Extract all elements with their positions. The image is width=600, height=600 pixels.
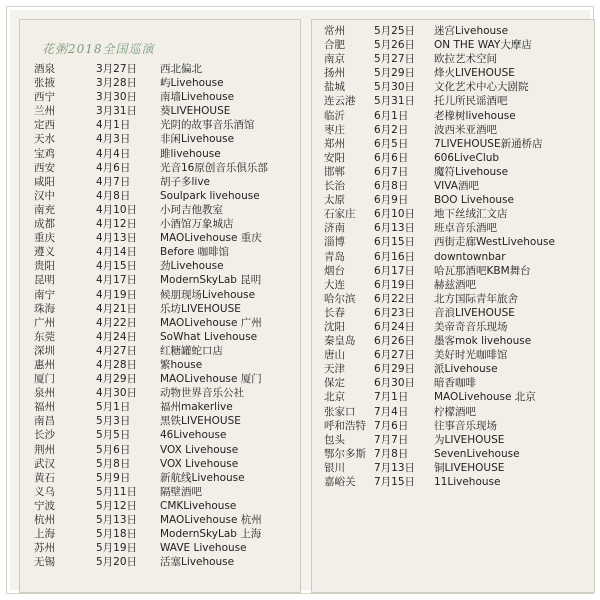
tour-venue: 美帝奇音乐现场 xyxy=(434,320,508,333)
tour-row xyxy=(20,259,300,273)
tour-date: 5月11日 xyxy=(96,485,138,498)
tour-venue: 魔符Livehouse xyxy=(434,165,509,178)
tour-date: 4月24日 xyxy=(96,330,138,343)
tour-date: 4月1日 xyxy=(96,119,131,132)
tour-row xyxy=(20,358,300,372)
tour-venue: 福州makerlive xyxy=(160,401,233,414)
tour-venue: 7LIVEHOUSE新通桥店 xyxy=(434,137,543,150)
tour-venue: VOX Livehouse xyxy=(160,457,239,470)
tour-venue: 烽火LIVEHOUSE xyxy=(434,67,515,80)
tour-date: 6月16日 xyxy=(374,250,416,263)
tour-city: 鄂尔多斯 xyxy=(324,447,366,460)
tour-venue: 美好时光咖啡馆 xyxy=(434,349,508,362)
tour-row xyxy=(312,123,594,137)
tour-date: 7月15日 xyxy=(374,476,416,488)
tour-row xyxy=(20,118,300,132)
tour-city: 酒泉 xyxy=(34,63,55,75)
tour-city: 青岛 xyxy=(324,250,345,263)
tour-date: 5月1日 xyxy=(96,401,131,414)
tour-city: 安阳 xyxy=(324,151,345,164)
tour-panel-right xyxy=(311,19,595,593)
tour-date: 4月4日 xyxy=(96,147,131,160)
tour-venue: MAOLivehouse 杭州 xyxy=(160,514,262,526)
tour-row xyxy=(312,52,594,66)
tour-city: 南昌 xyxy=(34,415,55,428)
tour-row xyxy=(20,316,300,330)
tour-row xyxy=(20,471,300,485)
tour-date: 5月18日 xyxy=(96,528,138,541)
tour-venue: 南墙Livehouse xyxy=(160,91,235,104)
tour-row xyxy=(20,527,300,541)
tour-date: 4月30日 xyxy=(96,387,138,400)
tour-city: 哈尔滨 xyxy=(324,292,356,305)
tour-venue: CMKLivehouse xyxy=(160,499,237,512)
tour-date: 4月28日 xyxy=(96,358,138,371)
tour-date: 5月5日 xyxy=(96,429,131,442)
tour-date: 6月7日 xyxy=(374,165,409,178)
tour-date: 5月6日 xyxy=(96,443,131,456)
tour-date: 6月5日 xyxy=(374,137,409,150)
tour-city: 淄博 xyxy=(324,236,345,249)
tour-row xyxy=(20,175,300,189)
tour-date: 4月13日 xyxy=(96,232,138,245)
tour-row xyxy=(20,104,300,118)
tour-venue: 隔壁酒吧 xyxy=(160,485,202,498)
tour-row xyxy=(312,235,594,249)
tour-city: 定西 xyxy=(34,119,55,132)
tour-row xyxy=(312,475,594,489)
tour-row xyxy=(20,76,300,90)
tour-venue: 光阴的故事音乐酒馆 xyxy=(160,119,255,132)
tour-city: 长春 xyxy=(324,306,345,319)
tour-city: 保定 xyxy=(324,377,345,390)
tour-row xyxy=(312,419,594,433)
tour-panel-left xyxy=(19,19,301,593)
tour-row xyxy=(312,165,594,179)
tour-row xyxy=(20,457,300,471)
tour-city: 上海 xyxy=(34,528,55,541)
tour-date: 4月12日 xyxy=(96,218,138,231)
tour-city: 珠海 xyxy=(34,302,55,315)
tour-date: 6月27日 xyxy=(374,349,416,362)
tour-date: 5月29日 xyxy=(374,67,416,80)
tour-date: 6月9日 xyxy=(374,194,409,207)
tour-city: 嘉峪关 xyxy=(324,476,356,488)
tour-city: 唐山 xyxy=(324,349,345,362)
tour-city: 扬州 xyxy=(324,67,345,80)
tour-date: 3月28日 xyxy=(96,77,138,90)
tour-venue: 赫兹酒吧 xyxy=(434,278,476,291)
tour-row xyxy=(20,400,300,414)
tour-date: 5月25日 xyxy=(374,25,416,37)
tour-venue: 迷宫Livehouse xyxy=(434,25,509,37)
tour-city: 贵阳 xyxy=(34,260,55,273)
tour-venue: 新航线Livehouse xyxy=(160,471,245,484)
tour-row xyxy=(312,362,594,376)
tour-city: 无锡 xyxy=(34,556,55,569)
tour-venue: 西北偏北 xyxy=(160,63,202,75)
tour-row xyxy=(20,245,300,259)
tour-city: 荆州 xyxy=(34,443,55,456)
tour-city: 苏州 xyxy=(34,542,55,555)
tour-city: 邯郸 xyxy=(324,165,345,178)
tour-city: 南宁 xyxy=(34,288,55,301)
tour-row xyxy=(312,151,594,165)
tour-date: 4月3日 xyxy=(96,133,131,146)
tour-venue: BOO Livehouse xyxy=(434,194,514,207)
tour-city: 张掖 xyxy=(34,77,55,90)
tour-row xyxy=(20,203,300,217)
tour-date: 6月8日 xyxy=(374,180,409,193)
tour-venue: VOX Livehouse xyxy=(160,443,239,456)
tour-row xyxy=(20,372,300,386)
tour-city: 张家口 xyxy=(324,405,356,418)
tour-city: 银川 xyxy=(324,461,345,474)
tour-city: 长治 xyxy=(324,180,345,193)
tour-city: 秦皇岛 xyxy=(324,335,356,348)
tour-date: 6月23日 xyxy=(374,306,416,319)
tour-row xyxy=(312,207,594,221)
tour-date: 6月26日 xyxy=(374,335,416,348)
tour-city: 深圳 xyxy=(34,344,55,357)
tour-date: 5月9日 xyxy=(96,471,131,484)
tour-row xyxy=(20,161,300,175)
tour-city: 烟台 xyxy=(324,264,345,277)
tour-row xyxy=(20,288,300,302)
tour-list-left xyxy=(20,62,300,569)
tour-date: 5月13日 xyxy=(96,514,138,526)
tour-venue: MAOLivehouse 北京 xyxy=(434,391,536,404)
tour-city: 杭州 xyxy=(34,514,55,526)
tour-row xyxy=(312,306,594,320)
tour-venue: 红糖罐蛇口店 xyxy=(160,344,223,357)
tour-city: 西安 xyxy=(34,161,55,174)
tour-venue: 西街走廊WestLivehouse xyxy=(434,236,555,249)
tour-date: 7月4日 xyxy=(374,405,409,418)
tour-venue: 音浪LIVEHOUSE xyxy=(434,306,515,319)
tour-city: 连云港 xyxy=(324,95,356,108)
tour-date: 6月10日 xyxy=(374,208,416,221)
tour-row xyxy=(20,189,300,203)
tour-city: 泉州 xyxy=(34,387,55,400)
tour-row xyxy=(20,513,300,527)
poster-frame xyxy=(6,6,594,594)
tour-venue: 墨客mok livehouse xyxy=(434,335,532,348)
tour-row xyxy=(20,541,300,555)
tour-row xyxy=(20,499,300,513)
tour-city: 黄石 xyxy=(34,471,55,484)
tour-date: 4月15日 xyxy=(96,260,138,273)
tour-venue: 柠檬酒吧 xyxy=(434,405,476,418)
tour-venue: Soulpark livehouse xyxy=(160,189,260,202)
tour-date: 6月17日 xyxy=(374,264,416,277)
tour-venue: WAVE Livehouse xyxy=(160,542,247,555)
tour-row xyxy=(312,193,594,207)
tour-city: 昆明 xyxy=(34,274,55,287)
tour-date: 4月10日 xyxy=(96,203,138,216)
tour-date: 6月6日 xyxy=(374,151,409,164)
tour-city: 郑州 xyxy=(324,137,345,150)
tour-city: 沈阳 xyxy=(324,320,345,333)
tour-date: 6月29日 xyxy=(374,363,416,376)
tour-row xyxy=(312,376,594,390)
tour-city: 汉中 xyxy=(34,189,55,202)
tour-venue: MAOLivehouse 厦门 xyxy=(160,373,262,386)
tour-date: 5月26日 xyxy=(374,39,416,52)
tour-city: 呼和浩特 xyxy=(324,419,366,432)
tour-date: 3月30日 xyxy=(96,91,138,104)
tour-venue: 北方国际青年旅舍 xyxy=(434,292,518,305)
tour-venue: 光音16原创音乐俱乐部 xyxy=(160,161,268,174)
tour-venue: 班卓音乐酒吧 xyxy=(434,222,497,235)
tour-date: 7月13日 xyxy=(374,461,416,474)
tour-city: 临沂 xyxy=(324,109,345,122)
tour-row xyxy=(20,485,300,499)
tour-venue: 活塞Livehouse xyxy=(160,556,235,569)
tour-row xyxy=(312,334,594,348)
tour-date: 5月30日 xyxy=(374,81,416,94)
tour-venue: MAOLivehouse 广州 xyxy=(160,316,262,329)
tour-venue: 雎livehouse xyxy=(160,147,221,160)
tour-city: 遵义 xyxy=(34,246,55,259)
tour-row xyxy=(20,132,300,146)
tour-venue: 欧拉艺术空间 xyxy=(434,53,497,66)
tour-city: 常州 xyxy=(324,25,345,37)
tour-city: 包头 xyxy=(324,433,345,446)
tour-row xyxy=(20,231,300,245)
tour-date: 4月29日 xyxy=(96,373,138,386)
tour-venue: Before 咖啡馆 xyxy=(160,246,230,259)
tour-row xyxy=(312,405,594,419)
tour-date: 4月6日 xyxy=(96,161,131,174)
tour-venue: VIVA酒吧 xyxy=(434,180,479,193)
tour-row xyxy=(20,217,300,231)
tour-city: 太原 xyxy=(324,194,345,207)
tour-venue: 派Livehouse xyxy=(434,363,498,376)
tour-venue: 文化艺术中心大剧院 xyxy=(434,81,529,94)
tour-venue: 606LiveClub xyxy=(434,151,500,164)
tour-city: 义乌 xyxy=(34,485,55,498)
tour-row xyxy=(312,447,594,461)
tour-venue: ModernSkyLab 上海 xyxy=(160,528,262,541)
tour-date: 5月27日 xyxy=(374,53,416,66)
tour-city: 长沙 xyxy=(34,429,55,442)
tour-city: 成都 xyxy=(34,218,55,231)
tour-row xyxy=(312,137,594,151)
tour-city: 济南 xyxy=(324,222,345,235)
tour-city: 武汉 xyxy=(34,457,55,470)
tour-row xyxy=(312,461,594,475)
tour-date: 4月21日 xyxy=(96,302,138,315)
tour-venue: 小珂吉他教室 xyxy=(160,203,223,216)
tour-date: 5月8日 xyxy=(96,457,131,470)
tour-date: 7月1日 xyxy=(374,391,409,404)
tour-date: 4月14日 xyxy=(96,246,138,259)
tour-venue: 非闲Livehouse xyxy=(160,133,235,146)
tour-venue: downtownbar xyxy=(434,250,506,263)
tour-venue: ON THE WAY大摩店 xyxy=(434,39,532,52)
tour-row xyxy=(20,273,300,287)
tour-city: 福州 xyxy=(34,401,55,414)
tour-row xyxy=(20,90,300,104)
tour-venue: SoWhat Livehouse xyxy=(160,330,258,343)
tour-date: 6月24日 xyxy=(374,320,416,333)
tour-date: 5月3日 xyxy=(96,415,131,428)
tour-row xyxy=(20,147,300,161)
tour-city: 天水 xyxy=(34,133,55,146)
tour-date: 5月31日 xyxy=(374,95,416,108)
tour-date: 6月15日 xyxy=(374,236,416,249)
tour-row xyxy=(312,24,594,38)
tour-row xyxy=(312,264,594,278)
tour-date: 5月19日 xyxy=(96,542,138,555)
tour-date: 6月13日 xyxy=(374,222,416,235)
tour-city: 盐城 xyxy=(324,81,345,94)
tour-row xyxy=(20,344,300,358)
tour-date: 5月20日 xyxy=(96,556,138,569)
tour-row xyxy=(20,428,300,442)
tour-date: 7月8日 xyxy=(374,447,409,460)
tour-venue: MAOLivehouse 重庆 xyxy=(160,232,262,245)
tour-row xyxy=(20,386,300,400)
tour-row xyxy=(20,443,300,457)
tour-venue: 地下丝绒汇文店 xyxy=(434,208,508,221)
tour-date: 6月22日 xyxy=(374,292,416,305)
tour-row xyxy=(312,390,594,404)
tour-venue: 屿Livehouse xyxy=(160,77,224,90)
tour-venue: 黑铁LIVEHOUSE xyxy=(160,415,241,428)
tour-row xyxy=(20,414,300,428)
tour-row xyxy=(312,250,594,264)
tour-list-right xyxy=(312,24,594,489)
tour-city: 宝鸡 xyxy=(34,147,55,160)
tour-row xyxy=(20,330,300,344)
tour-date: 4月27日 xyxy=(96,344,138,357)
tour-city: 枣庄 xyxy=(324,123,345,136)
tour-venue: 铜LIVEHOUSE xyxy=(434,461,505,474)
tour-row xyxy=(312,433,594,447)
tour-row xyxy=(20,302,300,316)
tour-date: 6月1日 xyxy=(374,109,409,122)
tour-venue: SevenLivehouse xyxy=(434,447,520,460)
tour-venue: 乐坊LIVEHOUSE xyxy=(160,302,241,315)
tour-date: 7月6日 xyxy=(374,419,409,432)
tour-city: 广州 xyxy=(34,316,55,329)
tour-city: 厦门 xyxy=(34,373,55,386)
tour-venue: 46Livehouse xyxy=(160,429,227,442)
tour-date: 3月27日 xyxy=(96,63,138,75)
tour-city: 石家庄 xyxy=(324,208,356,221)
tour-row xyxy=(312,292,594,306)
tour-date: 7月7日 xyxy=(374,433,409,446)
tour-venue: 哈瓦那酒吧KBM舞台 xyxy=(434,264,531,277)
tour-row xyxy=(312,80,594,94)
tour-venue: 托儿所民谣酒吧 xyxy=(434,95,508,108)
tour-date: 6月30日 xyxy=(374,377,416,390)
tour-city: 南充 xyxy=(34,203,55,216)
tour-date: 5月12日 xyxy=(96,499,138,512)
tour-row xyxy=(312,38,594,52)
tour-date: 6月19日 xyxy=(374,278,416,291)
tour-venue: ModernSkyLab 昆明 xyxy=(160,274,262,287)
tour-venue: 11Livehouse xyxy=(434,476,501,488)
tour-city: 天津 xyxy=(324,363,345,376)
tour-venue: 劲Livehouse xyxy=(160,260,224,273)
tour-row xyxy=(312,179,594,193)
tour-city: 惠州 xyxy=(34,358,55,371)
tour-date: 4月8日 xyxy=(96,189,131,202)
tour-city: 宁波 xyxy=(34,499,55,512)
tour-date: 4月22日 xyxy=(96,316,138,329)
tour-date: 4月7日 xyxy=(96,175,131,188)
tour-city: 重庆 xyxy=(34,232,55,245)
tour-city: 合肥 xyxy=(324,39,345,52)
tour-venue: 胡子多live xyxy=(160,175,211,188)
tour-venue: 动物世界音乐公社 xyxy=(160,387,244,400)
tour-city: 北京 xyxy=(324,391,345,404)
tour-date: 4月17日 xyxy=(96,274,138,287)
tour-city: 西宁 xyxy=(34,91,55,104)
tour-city: 咸阳 xyxy=(34,175,55,188)
tour-venue: 繁house xyxy=(160,358,203,371)
tour-venue: 候朋现场Livehouse xyxy=(160,288,256,301)
tour-title: 花粥2018全国巡演 xyxy=(42,42,155,56)
tour-venue: 波西米亚酒吧 xyxy=(434,123,497,136)
tour-venue: 为LIVEHOUSE xyxy=(434,433,505,446)
tour-venue: 老橡树livehouse xyxy=(434,109,516,122)
tour-row xyxy=(312,109,594,123)
tour-date: 6月2日 xyxy=(374,123,409,136)
tour-row xyxy=(312,94,594,108)
tour-venue: 葵LIVEHOUSE xyxy=(160,105,231,118)
tour-row xyxy=(312,221,594,235)
tour-date: 4月19日 xyxy=(96,288,138,301)
tour-venue: 小酒馆万象城店 xyxy=(160,218,234,231)
tour-venue: 往事音乐现场 xyxy=(434,419,497,432)
tour-row xyxy=(312,278,594,292)
tour-row xyxy=(312,320,594,334)
tour-date: 3月31日 xyxy=(96,105,138,118)
tour-city: 南京 xyxy=(324,53,345,66)
tour-city: 大连 xyxy=(324,278,345,291)
tour-venue: 暗香咖啡 xyxy=(434,377,476,390)
tour-city: 东莞 xyxy=(34,330,55,343)
tour-row xyxy=(312,66,594,80)
tour-city: 兰州 xyxy=(34,105,55,118)
tour-row xyxy=(20,62,300,76)
tour-row xyxy=(20,555,300,569)
tour-row xyxy=(312,348,594,362)
